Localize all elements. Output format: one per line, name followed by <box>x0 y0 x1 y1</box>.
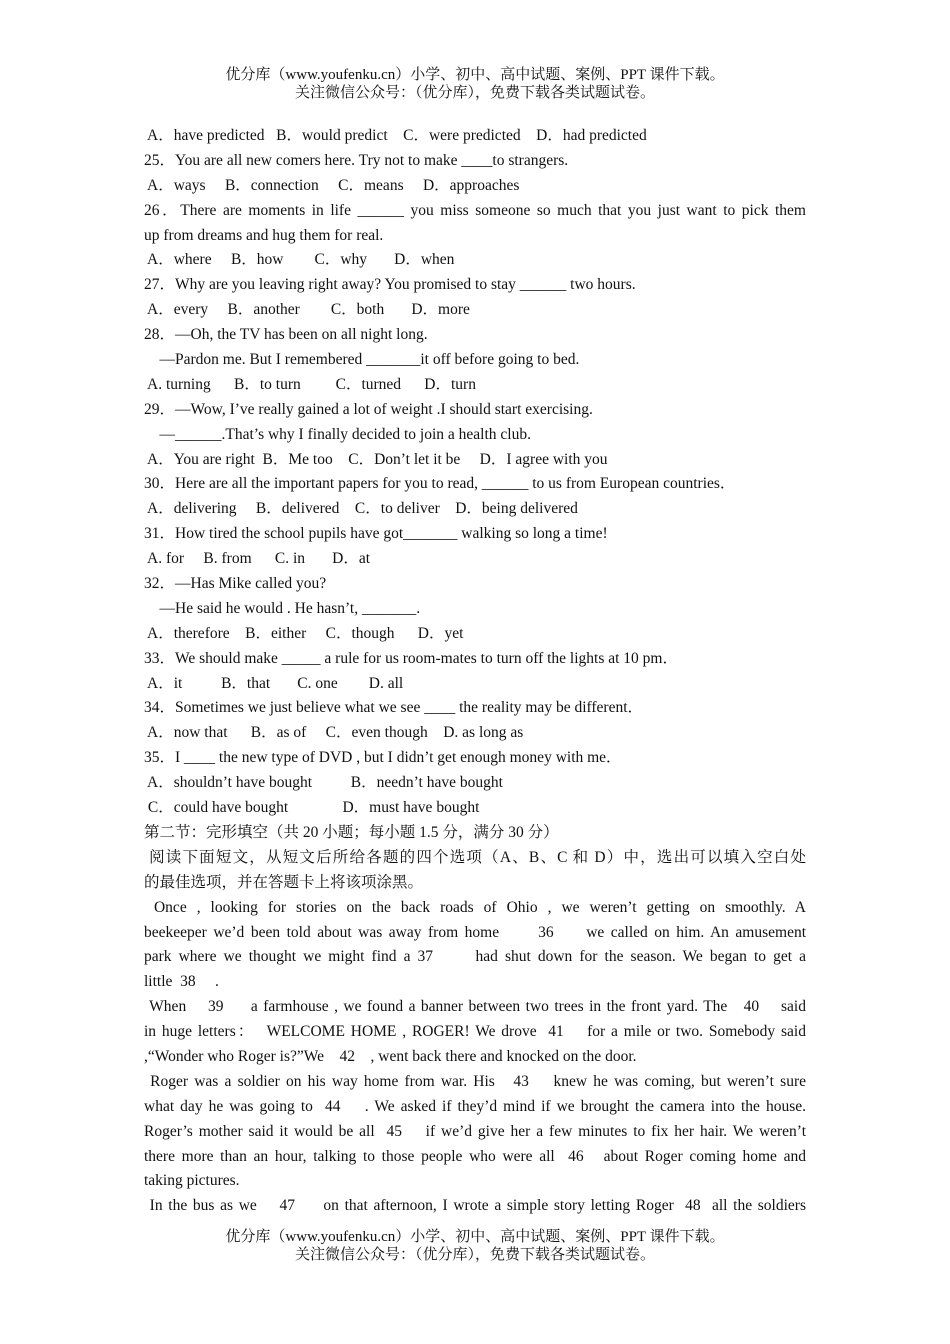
text-line: A. turning B．to turn C．turned D．turn <box>144 375 476 393</box>
text-line: —______.That’s why I finally decided to join a health club. <box>144 425 531 443</box>
text-line: A．ways B．connection C．means D．approaches <box>144 176 520 194</box>
text-line: —Pardon me. But I remembered _______it off before going to bed. <box>144 351 580 369</box>
text-line: Roger’s mother said it would be all 45 if we’d give her a few minutes to fix her hair. We weren’t <box>144 1122 806 1140</box>
text-line: A．have predicted B．would predict C．were predicted D．had predicted <box>144 127 647 144</box>
text-line: 25．You are all new comers here. Try not to make ____to strangers. <box>144 151 569 169</box>
text-line: 的最佳选项，并在答题卡上将该项涂黑。 <box>144 873 424 891</box>
text-line: 34．Sometimes we just believe what we see ____ the reality may be different． <box>144 699 644 717</box>
text-line: 27．Why are you leaving right away? You promised to stay ______ two hours. <box>144 276 636 294</box>
text-line: A．therefore B．either C．though D．yet <box>144 624 464 642</box>
text-line: 第二节：完形填空（共 20 小题；每小题 1.5 分，满分 30 分） <box>144 823 559 841</box>
text-line: beekeeper we’d been told about was away from home 36 we called on him. An amusement <box>144 923 806 941</box>
text-line: A．it B．that C. one D. all <box>144 674 404 692</box>
document-body <box>144 124 806 1219</box>
page-header <box>0 66 950 102</box>
text-line: up from dreams and hug them for real. <box>144 226 384 244</box>
text-line: A．every B．another C．both D．more <box>144 301 470 319</box>
text-line: A．shouldn’t have bought B．needn’t have bought <box>144 774 503 792</box>
text-line: 30．Here are all the important papers for you to read, ______ to us from European countries． <box>144 475 736 493</box>
text-line: 35．I ____ the new type of DVD , but I didn’t get enough money with me． <box>144 749 622 767</box>
text-line: park where we thought we might find a 37 had shut down for the season. We began to get a <box>144 948 806 966</box>
footer-line-2: 关注微信公众号：（优分库），免费下载各类试题试卷。 <box>294 1247 655 1263</box>
text-line: 31．How tired the school pupils have got_______ walking so long a time! <box>144 525 608 543</box>
page-footer <box>0 1228 950 1264</box>
text-line: 29．—Wow, I’ve really gained a lot of weight .I should start exercising. <box>144 400 593 418</box>
text-line: there more than an hour, talking to those people who were all 46 about Roger coming home and <box>144 1147 806 1165</box>
text-line: A．now that B．as of C．even though D. as long as <box>144 724 524 742</box>
text-line: ,“Wonder who Roger is?”We 42 , went back there and knocked on the door. <box>144 1047 637 1065</box>
text-line: A．where B．how C．why D．when <box>144 251 455 269</box>
text-line: A．delivering B．delivered C．to deliver D．being delivered <box>144 500 578 518</box>
text-line: When 39 a farmhouse , we found a banner between two trees in the front yard. The 40 said <box>144 998 806 1016</box>
text-line: In the bus as we 47 on that afternoon, I wrote a simple story letting Roger 48 all the soldiers <box>144 1197 806 1215</box>
text-line: 阅读下面短文，从短文后所给各题的四个选项（A、B、C 和 D）中，选出可以填入空白处 <box>144 848 806 866</box>
header-line-1: 优分库（www.youfenku.cn）小学、初中、高中试题、案例、PPT 课件下载。 <box>225 67 725 83</box>
text-line: taking pictures. <box>144 1172 240 1190</box>
text-line: A. for B. from C. in D．at <box>144 550 371 568</box>
text-line: 33．We should make _____ a rule for us room-mates to turn off the lights at 10 pm． <box>144 649 678 667</box>
text-line: 32．—Has Mike called you? <box>144 575 327 593</box>
text-line: 28．—Oh, the TV has been on all night long. <box>144 326 428 344</box>
footer-line-1: 优分库（www.youfenku.cn）小学、初中、高中试题、案例、PPT 课件下载。 <box>225 1229 725 1245</box>
text-line: A．You are right B．Me too C．Don’t let it be D．I agree with you <box>144 450 608 468</box>
header-line-2: 关注微信公众号：（优分库），免费下载各类试题试卷。 <box>294 85 655 101</box>
text-line: C．could have bought D．must have bought <box>144 799 480 817</box>
text-line: Once , looking for stories on the back roads of Ohio , we weren’t getting on smoothly. A <box>144 898 806 916</box>
text-line: —He said he would . He hasn’t, _______. <box>144 599 421 617</box>
text-line: Roger was a soldier on his way home from war. His 43 knew he was coming, but weren’t sure <box>144 1072 806 1090</box>
text-line: what day he was going to 44 . We asked if they’d mind if we brought the camera into the house. <box>144 1097 806 1115</box>
text-line: in huge letters： WELCOME HOME , ROGER! We drove 41 for a mile or two. Somebody said <box>144 1023 806 1041</box>
text-line: 26．There are moments in life ______ you miss someone so much that you just want to pick them <box>144 201 806 219</box>
text-line: little 38 . <box>144 973 219 991</box>
